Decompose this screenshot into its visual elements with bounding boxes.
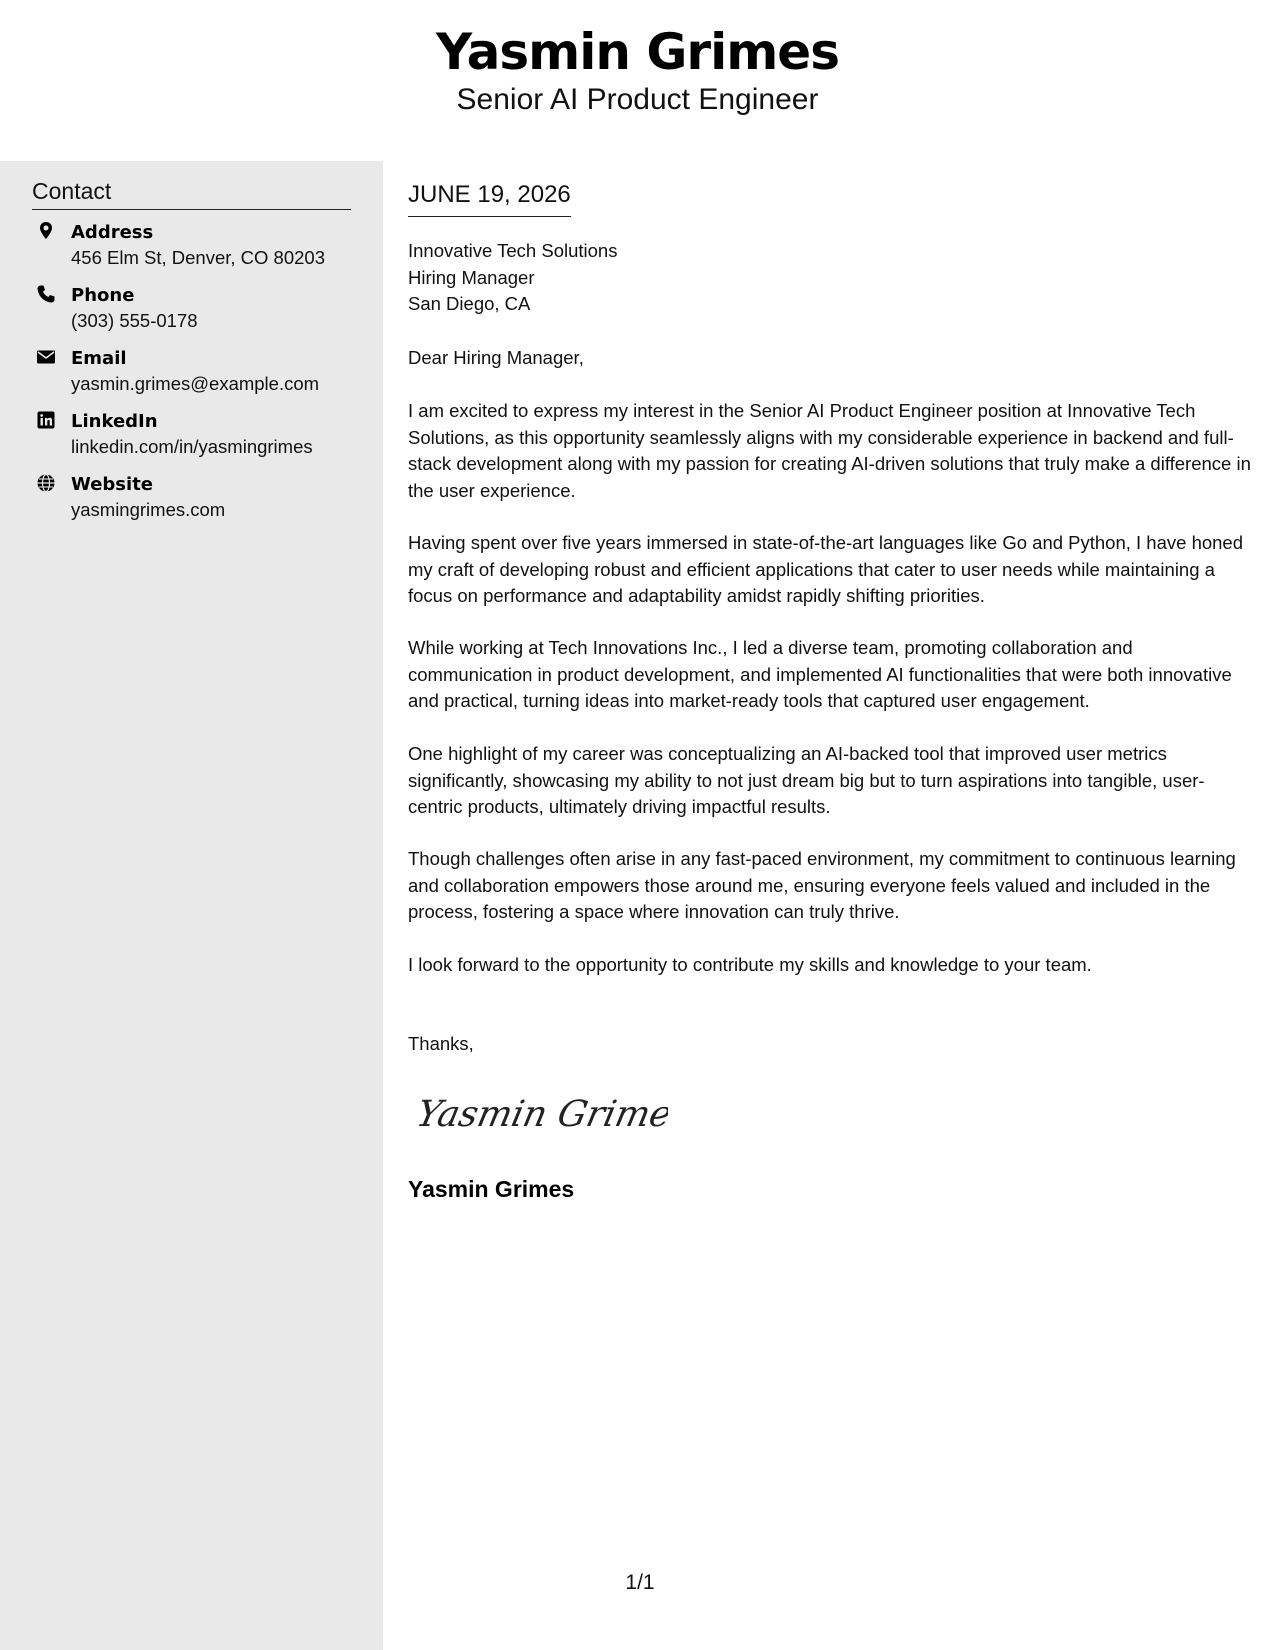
contact-value: linkedin.com/in/yasmingrimes: [71, 436, 313, 457]
recipient-company: Innovative Tech Solutions: [408, 240, 618, 261]
envelope-icon: [36, 347, 56, 367]
contact-value: yasmin.grimes@example.com: [71, 373, 320, 394]
letter-paragraph: While working at Tech Innovations Inc., I led a diverse team, promoting collaboration and communication in product development, and implemented AI functionalities that were both innovative and practical, turning ideas into market-ready tools that captured user engagement.: [408, 637, 1232, 711]
applicant-title: Senior AI Product Engineer: [456, 83, 819, 116]
contact-value: 456 Elm St, Denver, CO 80203: [71, 247, 325, 268]
contact-item-linkedin: [32, 410, 372, 462]
letter-paragraph: I am excited to express my interest in the Senior AI Product Engineer position at Innovative Tech Solutions, as this opportunity seamlessly aligns with my considerable experience in backend and full-stack development along with my passion for creating AI-driven solutions that truly make a difference in the user experience.: [408, 400, 1251, 501]
contact-label: Address: [71, 222, 154, 243]
signer-name: Yasmin Grimes: [408, 1176, 575, 1202]
contact-label: LinkedIn: [71, 411, 158, 432]
contact-value: yasmingrimes.com: [71, 499, 226, 520]
contact-label: Website: [71, 474, 154, 495]
letter-date: JUNE 19, 2026: [408, 180, 571, 217]
handwritten-signature: [408, 1082, 668, 1142]
recipient-block: [408, 238, 617, 318]
contact-label: Email: [71, 348, 127, 369]
recipient-role: Hiring Manager: [408, 266, 535, 288]
contact-item-address: [32, 221, 372, 273]
contact-heading: Contact: [32, 176, 351, 210]
page-number: 1/1: [625, 1571, 655, 1594]
linkedin-icon: [36, 410, 56, 430]
contact-item-phone: [32, 284, 372, 336]
map-pin-icon: [36, 221, 56, 241]
applicant-name: Yasmin Grimes: [436, 23, 839, 81]
letter-paragraph: One highlight of my career was conceptualizing an AI-backed tool that improved user metrics significantly, showcasing my ability to not just dream big but to turn aspirations into tangible, user-centric products, ultimately driving impactful results.: [408, 743, 1205, 817]
phone-icon: [36, 284, 56, 304]
letter-closing: Thanks,: [408, 1033, 474, 1054]
recipient-location: San Diego, CA: [408, 293, 531, 314]
salutation: Dear Hiring Manager,: [408, 347, 584, 368]
letter-header: [0, 0, 1275, 161]
contact-item-email: [32, 347, 372, 399]
letter-paragraph: Having spent over five years immersed in state-of-the-art languages like Go and Python, I have honed my craft of developing robust and efficient applications that cater to user needs while maintaining a focus on performance and adaptability amidst rapidly shifting priorities.: [408, 532, 1244, 606]
globe-icon: [36, 473, 56, 493]
contact-value: (303) 555-0178: [71, 310, 198, 331]
contact-label: Phone: [71, 285, 135, 306]
contact-item-website: [32, 473, 372, 525]
letter-paragraph: Though challenges often arise in any fast-paced environment, my commitment to continuous learning and collaboration empowers those around me, ensuring everyone feels valued and included in the process, fostering a space where innovation can truly thrive.: [408, 848, 1236, 922]
signature-script: Yasmin Grimes: [412, 1092, 668, 1135]
letter-paragraph: I look forward to the opportunity to contribute my skills and knowledge to your team.: [408, 954, 1092, 975]
